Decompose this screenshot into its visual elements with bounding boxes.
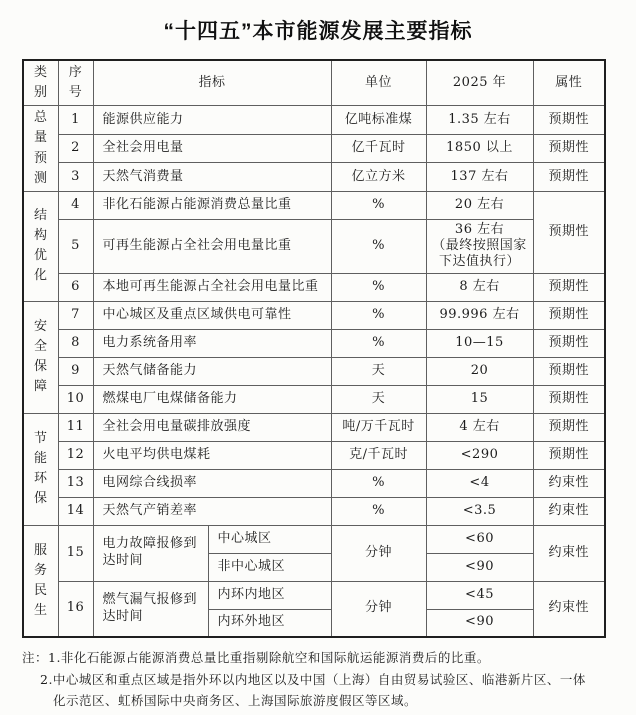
footnote-line: 注：1.非化石能源占能源消费总量比重指剔除航空和国际航运能源消费后的比重。: [22, 650, 490, 666]
table-row: [23, 273, 605, 301]
table-row: [23, 163, 605, 192]
attribute-cell: 预期性: [533, 357, 605, 385]
target-2025-cell: <45: [426, 581, 533, 609]
header-attribute: 属性: [533, 60, 605, 106]
indicator-cell: 燃气漏气报修到达时间: [93, 581, 208, 637]
header-row: [23, 60, 605, 106]
unit-cell: 克/千瓦时: [331, 441, 426, 469]
sub-area-cell: 非中心城区: [208, 553, 331, 581]
page: [0, 15, 636, 712]
target-2025-cell: 15: [426, 385, 533, 413]
index-cell: 9: [58, 357, 93, 385]
table-row: [23, 581, 605, 609]
unit-cell: 亿吨标准煤: [331, 106, 426, 135]
target-2025-cell: 10—15: [426, 329, 533, 357]
unit-cell: 分钟: [331, 525, 426, 581]
indicator-cell: 中心城区及重点区域供电可靠性: [93, 301, 331, 329]
index-cell: 10: [58, 385, 93, 413]
indicator-cell: 全社会用电量: [93, 134, 331, 163]
indicator-cell: 电网综合线损率: [93, 469, 331, 497]
attribute-cell: 预期性: [533, 385, 605, 413]
indicator-cell: 全社会用电量碳排放强度: [93, 413, 331, 441]
index-cell: 12: [58, 441, 93, 469]
index-cell: 8: [58, 329, 93, 357]
index-cell: 14: [58, 497, 93, 525]
index-cell: 5: [58, 219, 93, 273]
header-category: [23, 60, 58, 106]
index-cell: 15: [58, 525, 93, 581]
unit-cell: %: [331, 191, 426, 219]
attribute-cell: 预期性: [533, 413, 605, 441]
category-cell: [23, 525, 58, 637]
table-row: [23, 134, 605, 163]
table-row: [23, 385, 605, 413]
indicator-cell: 燃煤电厂电煤储备能力: [93, 385, 331, 413]
target-value-line: 36 左右: [454, 221, 505, 237]
header-unit: 单位: [331, 60, 426, 106]
index-cell: 16: [58, 581, 93, 637]
unit-cell: %: [331, 219, 426, 273]
target-2025-cell: 4 左右: [426, 413, 533, 441]
target-2025-cell: <290: [426, 441, 533, 469]
indicator-cell: 本地可再生能源占全社会用电量比重: [93, 273, 331, 301]
document-title: “十四五”本市能源发展主要指标: [163, 20, 473, 43]
unit-cell: 亿立方米: [331, 163, 426, 192]
header-indicator: 指标: [93, 60, 331, 106]
unit-cell: 天: [331, 385, 426, 413]
indicator-cell: 天然气产销差率: [93, 497, 331, 525]
category-label: 安全保障: [33, 318, 48, 395]
category-cell: [23, 413, 58, 525]
index-cell: 11: [58, 413, 93, 441]
category-label: 结构优化: [33, 207, 48, 284]
table-row: [23, 329, 605, 357]
attribute-cell: 预期性: [533, 301, 605, 329]
unit-cell: 天: [331, 357, 426, 385]
category-cell: [23, 106, 58, 192]
indicator-cell: 火电平均供电煤耗: [93, 441, 331, 469]
attribute-cell: 预期性: [533, 441, 605, 469]
target-2025-cell: <90: [426, 553, 533, 581]
indicator-cell: 电力故障报修到达时间: [93, 525, 208, 581]
target-value-line: （最终按照国家: [432, 238, 527, 254]
attribute-cell: 预期性: [533, 163, 605, 192]
target-2025-cell: <3.5: [426, 497, 533, 525]
attribute-cell: 约束性: [533, 525, 605, 581]
table-row: [23, 106, 605, 135]
attribute-cell: 约束性: [533, 469, 605, 497]
attribute-cell: 预期性: [533, 106, 605, 135]
header-category-label: 类别: [33, 65, 48, 101]
category-label: 总量预测: [33, 110, 48, 186]
header-no: [58, 60, 93, 106]
table-row: [23, 413, 605, 441]
category-label: 节能环保: [33, 430, 48, 507]
category-cell: [23, 191, 58, 301]
unit-cell: 亿千瓦时: [331, 134, 426, 163]
table-row: [23, 469, 605, 497]
unit-cell: 吨/万千瓦时: [331, 413, 426, 441]
table-row: [23, 301, 605, 329]
table-row: [23, 357, 605, 385]
indicator-cell: 电力系统备用率: [93, 329, 331, 357]
target-2025-cell: [426, 219, 533, 273]
index-cell: 4: [58, 191, 93, 219]
index-cell: 1: [58, 106, 93, 135]
target-2025-cell: 1850 以上: [426, 134, 533, 163]
target-2025-cell: <4: [426, 469, 533, 497]
target-2025-cell: 20: [426, 357, 533, 385]
target-2025-cell: 99.996 左右: [426, 301, 533, 329]
indicator-cell: 非化石能源占能源消费总量比重: [93, 191, 331, 219]
table-row: [23, 191, 605, 219]
sub-area-cell: 中心城区: [208, 525, 331, 553]
category-label: 服务民生: [33, 542, 48, 618]
unit-cell: %: [331, 301, 426, 329]
sub-area-cell: 内环外地区: [208, 609, 331, 637]
sub-area-cell: 内环内地区: [208, 581, 331, 609]
indicator-cell: 天然气储备能力: [93, 357, 331, 385]
target-2025-cell: 1.35 左右: [426, 106, 533, 135]
footnotes: [22, 647, 612, 712]
index-cell: 13: [58, 469, 93, 497]
index-cell: 7: [58, 301, 93, 329]
footnote-line: 2.中心城区和重点区域是指外环以内地区以及中国（上海）自由贸易试验区、临港新片区、一体: [40, 671, 586, 687]
footnote-line: 化示范区、虹桥国际中央商务区、上海国际旅游度假区等区域。: [53, 693, 418, 709]
unit-cell: %: [331, 273, 426, 301]
target-2025-cell: <90: [426, 609, 533, 637]
unit-cell: %: [331, 469, 426, 497]
target-2025-cell: 137 左右: [426, 163, 533, 192]
attribute-cell: 预期性: [533, 191, 605, 273]
category-cell: [23, 301, 58, 413]
indicator-cell: 能源供应能力: [93, 106, 331, 135]
index-cell: 2: [58, 134, 93, 163]
unit-cell: %: [331, 329, 426, 357]
table-row: [23, 497, 605, 525]
attribute-cell: 约束性: [533, 497, 605, 525]
index-cell: 6: [58, 273, 93, 301]
indicator-cell: 天然气消费量: [93, 163, 331, 192]
indicators-table: [22, 59, 606, 638]
target-value-line: 下达值执行）: [439, 254, 521, 270]
target-2025-cell: <60: [426, 525, 533, 553]
target-2025-cell: 8 左右: [426, 273, 533, 301]
table-row: [23, 219, 605, 273]
attribute-cell: 预期性: [533, 134, 605, 163]
target-2025-cell: 20 左右: [426, 191, 533, 219]
unit-cell: 分钟: [331, 581, 426, 637]
unit-cell: %: [331, 497, 426, 525]
table-row: [23, 525, 605, 553]
header-no-label: 序号: [68, 65, 83, 101]
attribute-cell: 预期性: [533, 329, 605, 357]
attribute-cell: 预期性: [533, 273, 605, 301]
indicator-cell: 可再生能源占全社会用电量比重: [93, 219, 331, 273]
table-row: [23, 441, 605, 469]
attribute-cell: 约束性: [533, 581, 605, 637]
index-cell: 3: [58, 163, 93, 192]
header-year: 2025 年: [426, 60, 533, 106]
